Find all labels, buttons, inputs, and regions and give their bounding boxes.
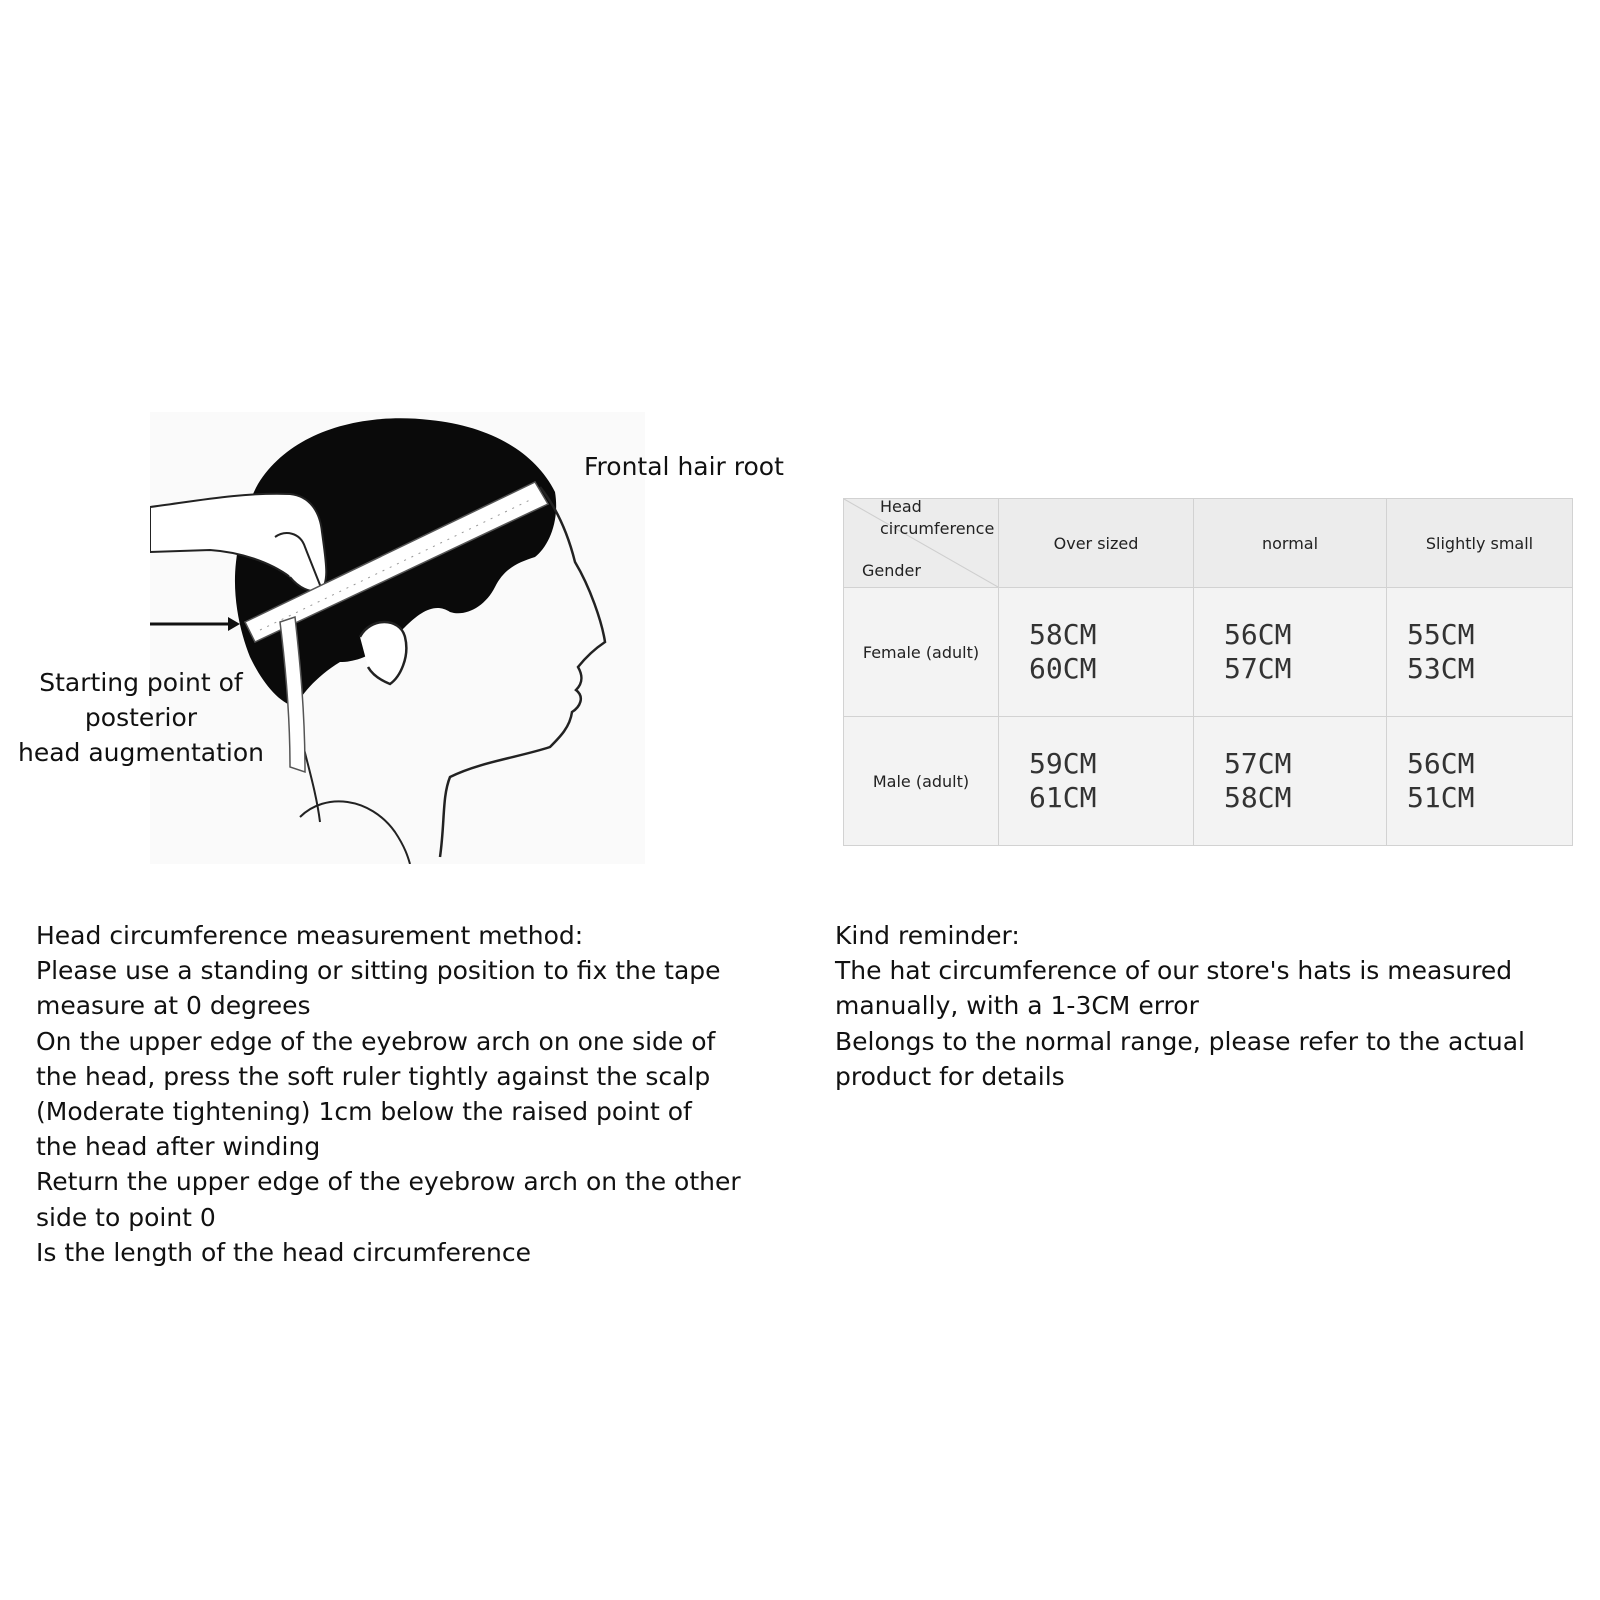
column-header-over-sized: Over sized [999, 499, 1194, 588]
table-cell [1387, 717, 1573, 846]
table-cell [999, 717, 1194, 846]
method-line: the head, press the soft ruler tightly against the scalp [36, 1061, 711, 1091]
size-table [843, 498, 1572, 843]
method-line: On the upper edge of the eyebrow arch on one side of [36, 1026, 716, 1056]
head-measurement-illustration [150, 412, 645, 864]
table-row [844, 588, 1573, 717]
corner-head-label: Head [880, 497, 922, 516]
cell-value: 55CM [1407, 618, 1475, 651]
table-cell [1194, 717, 1387, 846]
kind-reminder-text [835, 918, 1555, 1094]
cell-value: 60CM [1029, 652, 1097, 685]
arrow-icon [150, 614, 240, 634]
frontal-hair-root-label: Frontal hair root [584, 452, 784, 481]
table-corner-header [844, 499, 999, 588]
cell-value: 53CM [1407, 652, 1475, 685]
column-header-slightly-small: Slightly small [1387, 499, 1573, 588]
cell-value: 57CM [1224, 747, 1292, 780]
reminder-line: The hat circumference of our store's hats is measured [835, 956, 1513, 986]
method-line: Please use a standing or sitting position to fix the tape [36, 956, 721, 986]
reminder-line: manually, with a 1-3CM error [835, 991, 1199, 1021]
starting-point-label [10, 665, 272, 770]
reminder-line: Belongs to the normal range, please refer to the actual [835, 1026, 1525, 1056]
row-label-female: Female (adult) [844, 588, 999, 717]
cell-value: 58CM [1224, 781, 1292, 814]
measurement-method-text [36, 918, 786, 1270]
reminder-line: product for details [835, 1061, 1065, 1091]
reminder-heading: Kind reminder: [835, 921, 1020, 950]
start-label-line: posterior [84, 703, 198, 732]
method-line: measure at 0 degrees [36, 991, 311, 1021]
cell-value: 56CM [1224, 618, 1292, 651]
corner-gender-label: Gender [862, 561, 921, 580]
corner-circumference-label: circumference [880, 519, 995, 538]
row-label-male: Male (adult) [844, 717, 999, 846]
method-line: Is the length of the head circumference [36, 1237, 531, 1267]
cell-value: 61CM [1029, 781, 1097, 814]
method-line: Return the upper edge of the eyebrow arch on the other [36, 1167, 741, 1197]
table-cell [999, 588, 1194, 717]
start-label-line: Starting point of [39, 668, 243, 697]
cell-value: 58CM [1029, 618, 1097, 651]
table-cell [1387, 588, 1573, 717]
table-row [844, 717, 1573, 846]
method-heading: Head circumference measurement method: [36, 921, 584, 950]
cell-value: 57CM [1224, 652, 1292, 685]
start-label-line: head augmentation [18, 738, 264, 767]
cell-value: 51CM [1407, 781, 1475, 814]
cell-value: 59CM [1029, 747, 1097, 780]
table-cell [1194, 588, 1387, 717]
column-header-normal: normal [1194, 499, 1387, 588]
method-line: side to point 0 [36, 1202, 216, 1232]
method-line: the head after winding [36, 1132, 321, 1162]
method-line: (Moderate tightening) 1cm below the raised point of [36, 1097, 692, 1127]
cell-value: 56CM [1407, 747, 1475, 780]
